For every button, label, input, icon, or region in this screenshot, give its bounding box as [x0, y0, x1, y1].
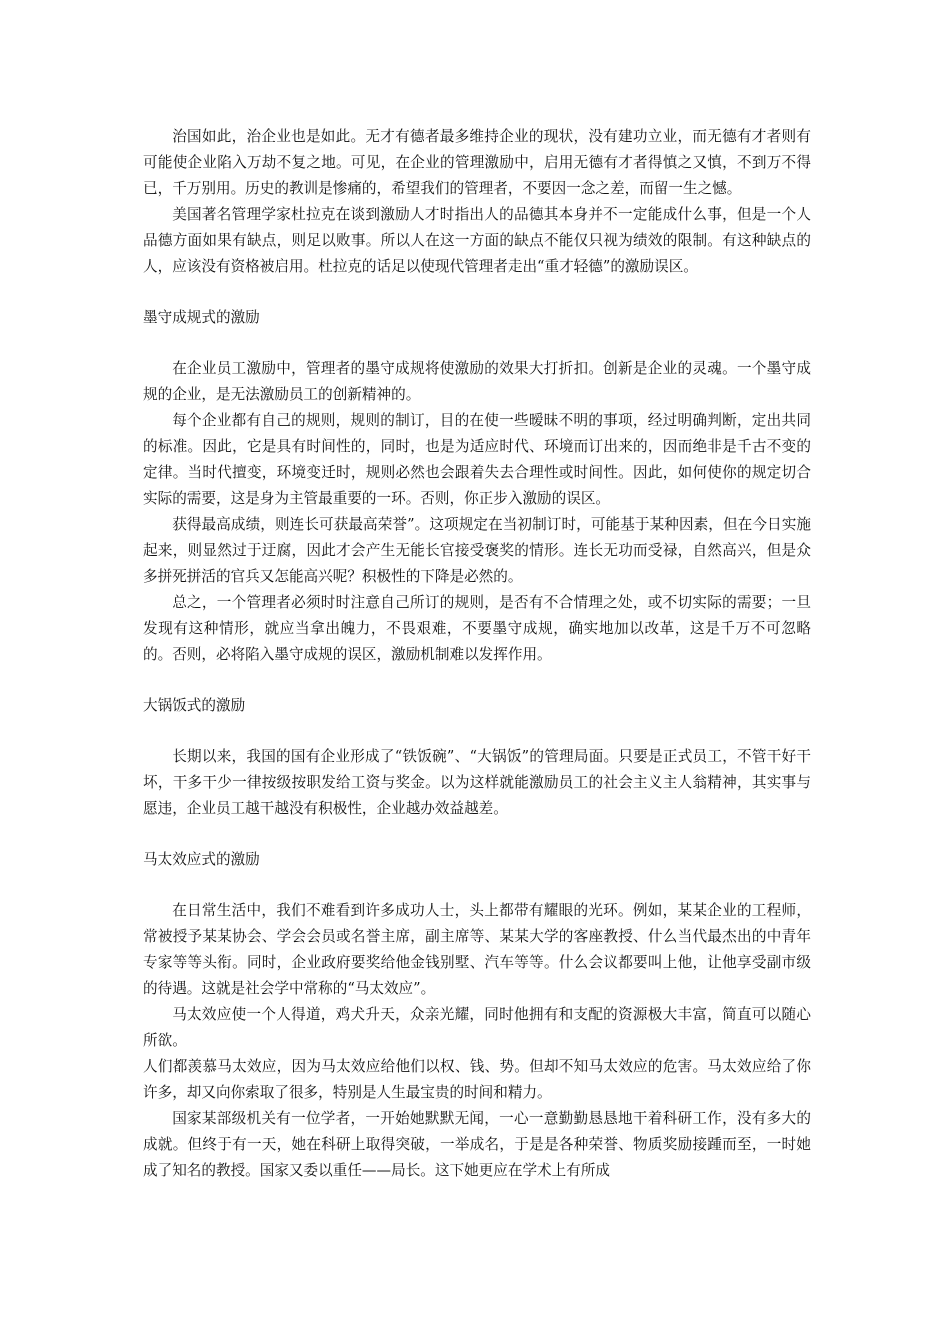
paragraph-3: 在企业员工激励中，管理者的墨守成规将使激励的效果大打折扣。创新是企业的灵魂。一个墨守成规的企业，是无法激励员工的创新精神的。: [143, 360, 811, 403]
section-heading-big-pot: 大锅饭式的激励: [143, 697, 246, 714]
section-heading-rigid-rules: 墨守成规式的激励: [143, 309, 260, 326]
paragraph-8: 在日常生活中，我们不难看到许多成功人士，头上都带有耀眼的光环。例如，某某企业的工程师，常被授予某某协会、学会会员或名誉主席，副主席等、某某大学的客座教授、什么当代最杰出的中青年专家等等头衔。同时，企业政府要奖给他金钱别墅、汽车等等。什么会议都要叫上他，让他享受副市级的待遇。这就是社会学中常称的“马太效应”。: [143, 902, 811, 997]
paragraph-2: 美国著名管理学家杜拉克在谈到激励人才时指出人的品德其本身并不一定能成什么事，但是一个人品德方面如果有缺点，则足以败事。所以人在这一方面的缺点不能仅只视为绩效的限制。有这种缺点的人，应该没有资格被启用。杜拉克的话足以使现代管理者走出“重才轻德”的激励误区。: [143, 206, 811, 275]
paragraph-6: 总之，一个管理者必须时时注意自己所订的规则，是否有不合情理之处，或不切实际的需要；一旦发现有这种情形，就应当拿出魄力，不畏艰难，不要墨守成规，确实地加以改革，这是千万不可忽略的。否则，必将陷入墨守成规的误区，激励机制难以发挥作用。: [143, 594, 811, 663]
section-heading-matthew-effect: 马太效应式的激励: [143, 851, 260, 868]
paragraph-9: 马太效应使一个人得道，鸡犬升天，众亲光耀，同时他拥有和支配的资源极大丰富，简直可以随心所欲。: [143, 1006, 811, 1049]
paragraph-4: 每个企业都有自己的规则，规则的制订，目的在使一些暧昧不明的事项，经过明确判断，定出共同的标准。因此，它是具有时间性的，同时，也是为适应时代、环境而订出来的，因而绝非是千古不变的定律。当时代擅变，环境变迁时，规则必然也会跟着失去合理性或时间性。因此，如何使你的规定切合实际的需要，这是身为主管最重要的一环。否则，你正步入激励的误区。: [143, 412, 811, 507]
paragraph-1: 治国如此，治企业也是如此。无才有德者最多维持企业的现状，没有建功立业，而无德有才者则有可能使企业陷入万劫不复之地。可见，在企业的管理激励中，启用无德有才者得慎之又慎，不到万不得已，千万别用。历史的教训是惨痛的，希望我们的管理者，不要因一念之差，而留一生之憾。: [143, 128, 811, 197]
document-body: [143, 124, 811, 1184]
paragraph-10: 人们都羡慕马太效应，因为马太效应给他们以权、钱、势。但却不知马太效应的危害。马太效应给了你许多，却又向你索取了很多，特别是人生最宝贵的时间和精力。: [143, 1058, 811, 1101]
paragraph-5: 获得最高成绩，则连长可获最高荣誉”。这项规定在当初制订时，可能基于某种因素，但在今日实施起来，则显然过于迂腐，因此才会产生无能长官接受褒奖的情形。连长无功而受禄，自然高兴，但是众多拼死拼活的官兵又怎能高兴呢？积极性的下降是必然的。: [143, 516, 811, 585]
paragraph-11: 国家某部级机关有一位学者，一开始她默默无闻，一心一意勤勤恳恳地干着科研工作，没有多大的成就。但终于有一天，她在科研上取得突破，一举成名，于是是各种荣誉、物质奖励接踵而至，一时她成了知名的教授。国家又委以重任——局长。这下她更应在学术上有所成: [143, 1110, 811, 1179]
paragraph-7: 长期以来，我国的国有企业形成了“铁饭碗”、“大锅饭”的管理局面。只要是正式员工，不管干好干坏，干多干少一律按级按职发给工资与奖金。以为这样就能激励员工的社会主义主人翁精神，其实事与愿违，企业员工越干越没有积极性，企业越办效益越差。: [143, 748, 811, 817]
